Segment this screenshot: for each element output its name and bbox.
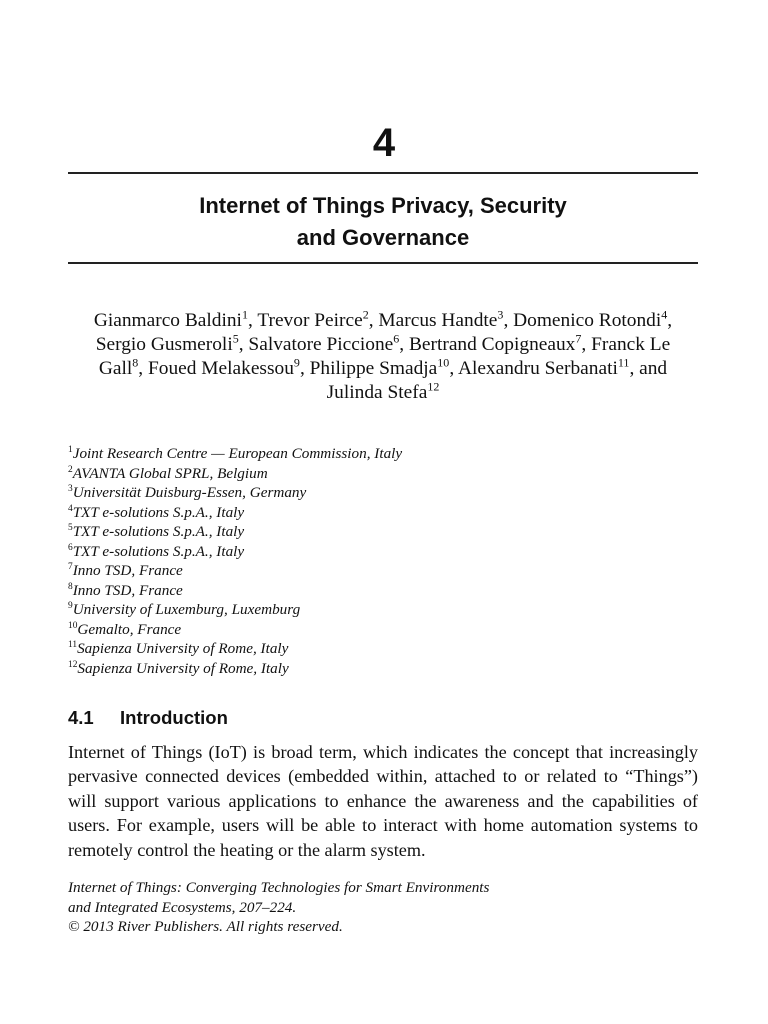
author-name: Bertrand Copigneaux bbox=[408, 334, 576, 355]
author-name: Salvatore Piccione bbox=[248, 334, 394, 355]
author-affiliation-ref: 10 bbox=[437, 355, 450, 370]
author bbox=[147, 355, 310, 379]
affiliation-item bbox=[68, 659, 698, 679]
author-separator: , bbox=[238, 334, 249, 355]
affiliation-item bbox=[68, 561, 698, 581]
author-separator: , and bbox=[629, 358, 668, 379]
affiliation-text: TXT e-solutions S.p.A., Italy bbox=[72, 542, 245, 560]
affiliation-item bbox=[68, 620, 698, 640]
title-rule-top bbox=[68, 172, 698, 174]
chapter-title bbox=[68, 190, 698, 254]
affiliation-item bbox=[68, 542, 698, 562]
affiliation-ref: 12 bbox=[68, 659, 78, 670]
affiliation-item bbox=[68, 581, 698, 601]
author-separator: , bbox=[138, 358, 148, 379]
section-number: 4.1 bbox=[68, 707, 94, 728]
author-name: Sergio Gusmeroli bbox=[95, 334, 233, 355]
author-name: Julinda Stefa bbox=[326, 382, 428, 403]
author-name: Gianmarco Baldini bbox=[93, 310, 242, 331]
affiliation-ref: 5 bbox=[68, 522, 73, 533]
affiliation-item bbox=[68, 639, 698, 659]
affiliation-item bbox=[68, 503, 698, 523]
author-separator: , bbox=[667, 310, 673, 331]
author-separator: , bbox=[503, 310, 514, 331]
section-heading bbox=[68, 706, 698, 730]
author-separator: , bbox=[449, 358, 458, 379]
author-affiliation-ref: 5 bbox=[232, 331, 239, 346]
author-name: Marcus Handte bbox=[378, 310, 498, 331]
author bbox=[257, 307, 379, 331]
author-affiliation-ref: 6 bbox=[393, 331, 400, 346]
affiliation-text: AVANTA Global SPRL, Belgium bbox=[72, 464, 268, 482]
author-separator: , bbox=[399, 334, 409, 355]
chapter-number: 4 bbox=[372, 121, 396, 165]
affiliation-ref: 1 bbox=[68, 444, 73, 455]
author bbox=[457, 355, 668, 379]
author-affiliation-ref: 3 bbox=[497, 307, 504, 322]
affiliation-ref: 10 bbox=[68, 620, 78, 631]
author bbox=[408, 331, 592, 355]
author-name: Trevor Peirce bbox=[257, 310, 363, 331]
affiliation-ref: 7 bbox=[68, 561, 73, 572]
author-affiliation-ref: 1 bbox=[241, 307, 248, 322]
affiliation-text: Inno TSD, France bbox=[72, 581, 183, 599]
author bbox=[513, 307, 673, 331]
intro-paragraph: Internet of Things (IoT) is broad term, which indicates the concept that increasingly pervasive connected devices (embedded within, attached to or related to “Things”) will support various applications to enhance the awareness and the capabilities of users. For example, users will be able to interact with home automation systems to remotely control the heating or the alarm system. bbox=[68, 742, 698, 860]
title-rule-bottom bbox=[68, 262, 698, 264]
footer-pages: and Integrated Ecosystems, 207–224. bbox=[68, 898, 297, 916]
publication-footer bbox=[68, 878, 698, 937]
author-separator: , bbox=[247, 310, 258, 331]
author bbox=[326, 379, 440, 403]
affiliation-ref: 6 bbox=[68, 542, 73, 553]
affiliation-item bbox=[68, 444, 698, 464]
affiliation-item bbox=[68, 464, 698, 484]
affiliation-item bbox=[68, 600, 698, 620]
author-name: Alexandru Serbanati bbox=[457, 358, 618, 379]
author bbox=[93, 307, 258, 331]
affiliation-text: Joint Research Centre — European Commission, Italy bbox=[72, 445, 403, 462]
affiliation-text: TXT e-solutions S.p.A., Italy bbox=[72, 523, 245, 540]
author-affiliation-ref: 12 bbox=[427, 379, 440, 394]
author-list bbox=[80, 309, 686, 405]
author-affiliation-ref: 8 bbox=[132, 355, 139, 370]
author-separator: , bbox=[581, 334, 592, 355]
author-affiliation-ref: 4 bbox=[661, 307, 668, 322]
affiliation-list bbox=[68, 444, 698, 678]
author-affiliation-ref: 7 bbox=[575, 331, 582, 346]
affiliation-text: Gemalto, France bbox=[77, 620, 182, 638]
affiliation-text: Sapienza University of Rome, Italy bbox=[77, 659, 289, 677]
author-name: Philippe Smadja bbox=[309, 358, 438, 379]
affiliation-ref: 2 bbox=[68, 464, 73, 475]
author-affiliation-ref: 9 bbox=[293, 355, 300, 370]
chapter-title-line-2: and Governance bbox=[296, 225, 470, 250]
author-separator: , bbox=[368, 310, 379, 331]
section-title: Introduction bbox=[120, 707, 228, 728]
author-name: Franck Le Gall bbox=[98, 334, 671, 379]
affiliation-item bbox=[68, 522, 698, 542]
affiliation-ref: 8 bbox=[68, 581, 73, 592]
author bbox=[309, 355, 458, 379]
affiliation-text: Universität Duisburg-Essen, Germany bbox=[72, 484, 307, 501]
affiliation-text: Inno TSD, France bbox=[72, 562, 183, 579]
affiliation-ref: 4 bbox=[68, 503, 73, 514]
footer-copyright: © 2013 River Publishers. All rights reserved. bbox=[68, 918, 343, 935]
author-affiliation-ref: 11 bbox=[617, 355, 630, 370]
author-affiliation-ref: 2 bbox=[362, 307, 369, 322]
chapter-title-line-1: Internet of Things Privacy, Security bbox=[199, 193, 567, 218]
affiliation-ref: 11 bbox=[68, 639, 78, 650]
affiliation-text: TXT e-solutions S.p.A., Italy bbox=[72, 503, 245, 521]
affiliation-text: University of Luxemburg, Luxemburg bbox=[72, 601, 301, 618]
author bbox=[378, 307, 514, 331]
affiliation-item bbox=[68, 483, 698, 503]
author bbox=[248, 331, 409, 355]
author-separator: , bbox=[299, 358, 310, 379]
affiliation-ref: 9 bbox=[68, 600, 73, 611]
author bbox=[95, 331, 249, 355]
affiliation-text: Sapienza University of Rome, Italy bbox=[77, 640, 289, 657]
author-name: Domenico Rotondi bbox=[513, 310, 662, 331]
author-name: Foued Melakessou bbox=[147, 358, 294, 379]
footer-book-title: Internet of Things: Converging Technologies for Smart Environments bbox=[68, 879, 490, 896]
affiliation-ref: 3 bbox=[68, 483, 73, 494]
